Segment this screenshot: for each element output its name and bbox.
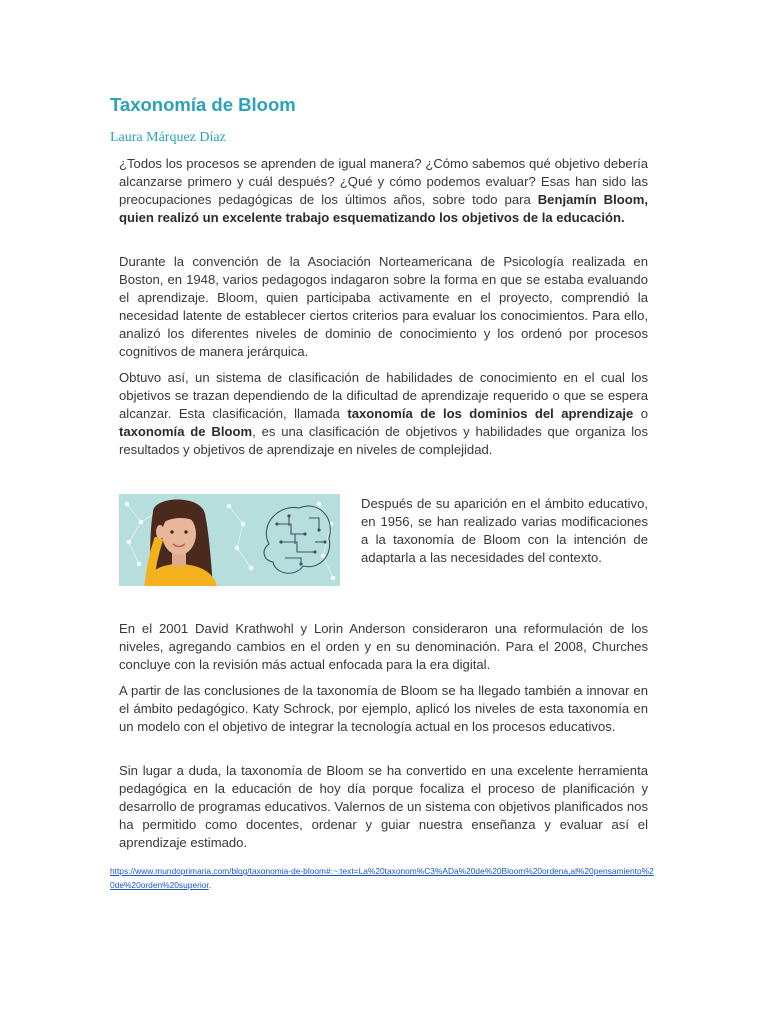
- paragraph-revisions: Después de su aparición en el ámbito educativo, en 1956, se han realizado varias modificaciones a la taxonomía de Bloom con la intención de adaptarla a las necesidades del contexto.: [361, 496, 648, 565]
- paragraph-innovation: A partir de las conclusiones de la taxonomía de Bloom se ha llegado también a innovar en el ámbito pedagógico. Katy Schrock, por ejemplo, aplicó los niveles de esta taxonomía en un modelo con el objetivo de integrar la tecnología actual en los procesos educativos.: [119, 683, 648, 734]
- source-link[interactable]: https://www.mundoprimaria.com/blog/taxonomia-de-bloom#:~:text=La%20taxonom%C3%ADa%20de%20Bloom%20ordena,al%20pensamiento%20de%20orden%20superior: [110, 866, 654, 890]
- paragraph-classification-bold-1: taxonomía de los dominios del aprendizaje: [347, 406, 634, 421]
- paragraph-classification-text-2: o: [633, 406, 648, 421]
- paragraph-intro-text: ¿Todos los procesos se aprenden de igual manera? ¿Cómo sabemos qué objetivo debería alcanzarse primero y cuál después? ¿Qué y cómo podemos evaluar? Esas han sido las preocupaciones pedagógicas de los últimos años, sobre todo para: [119, 156, 648, 207]
- paragraph-convention: Durante la convención de la Asociación Norteamericana de Psicología realizada en Boston, en 1948, varios pedagogos indagaron sobre la forma en que se estaba evaluando el aprendizaje. Bloom, quien participaba activamente en el proyecto, comprendió la necesidad latente de establecer ciertos criterios para evaluar los conocimientos. Para ello, analizó los diferentes niveles de dominio de conocimiento y los ordenó por procesos cognitivos de manera jerárquica.: [119, 254, 648, 359]
- girl-thinking-image: [119, 494, 340, 586]
- source-reference: [110, 864, 655, 892]
- girl-thinking-brain-circuit-icon: [119, 494, 340, 586]
- paragraph-classification: [119, 369, 648, 459]
- document-title: Taxonomía de Bloom: [110, 94, 296, 115]
- paragraph-intro: [119, 155, 648, 227]
- paragraph-krathwohl: En el 2001 David Krathwohl y Lorin Anderson consideraron una reformulación de los niveles, agregando cambios en el orden y en su denominación. Para el 2008, Churches concluye con la revisión más actual enfocada para la era digital.: [119, 621, 648, 672]
- paragraph-intro-bold: Benjamín Bloom, quien realizó un excelente trabajo esquematizando los objetivos de la educación.: [119, 192, 648, 225]
- paragraph-classification-text-1: Obtuvo así, un sistema de clasificación de habilidades de conocimiento en el cual los objetivos se trazan dependiendo de la dificultad de aprendizaje requerido o que se espera alcanzar. Esta clasificación, llamada: [119, 370, 648, 421]
- paragraph-conclusion: Sin lugar a duda, la taxonomía de Bloom se ha convertido en una excelente herramienta pedagógica en la educación de hoy día porque focaliza el proceso de planificación y desarrollo de programas educativos. Valernos de un sistema con objetivos planificados nos ha permitido como docentes, ordenar y guiar nuestra enseñanza y evaluar así el aprendizaje estimado.: [119, 763, 648, 850]
- source-link-suffix: .: [208, 880, 212, 890]
- paragraph-classification-bold-2: taxonomía de Bloom: [119, 424, 253, 439]
- paragraph-classification-text-3: , es una clasificación de objetivos y habilidades que organiza los resultados y objetivos de aprendizaje en niveles de complejidad.: [119, 424, 648, 457]
- author-name: Laura Márquez Díaz: [110, 130, 226, 145]
